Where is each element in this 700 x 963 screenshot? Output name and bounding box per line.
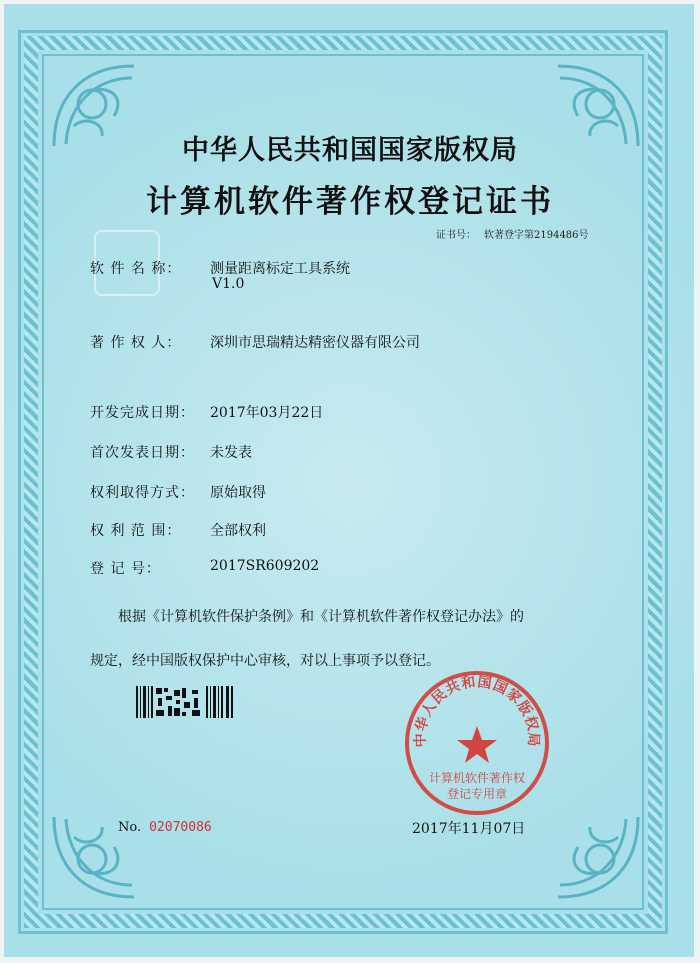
field-value: 2017年03月22日 xyxy=(210,405,324,421)
certificate-number-value: 软著登字第2194486号 xyxy=(484,230,589,241)
field-copyright-owner xyxy=(90,332,420,352)
field-completion-date xyxy=(90,402,323,422)
field-label: 软 件 名 称： xyxy=(90,261,182,277)
field-software-name xyxy=(90,258,350,278)
field-label: 权利取得方式： xyxy=(90,485,195,501)
issuer-title: 中华人民共和国国家版权局 xyxy=(182,135,518,166)
seal-ring-text: 中华人民共和国国家版权局 xyxy=(412,674,542,748)
serial-number xyxy=(118,820,212,835)
serial-number-label: No. xyxy=(118,820,142,835)
field-label: 首次发表日期： xyxy=(90,445,195,461)
field-acquisition-method xyxy=(90,482,266,502)
certificate-number xyxy=(436,226,597,241)
field-rights-scope xyxy=(90,520,266,540)
statement-line-2: 规定，经中国版权保护中心审核，对以上事项予以登记。 xyxy=(90,653,440,669)
certificate-number-label: 证书号： xyxy=(436,230,476,241)
field-label: 著 作 权 人： xyxy=(90,335,182,351)
field-registration-number xyxy=(90,558,319,578)
serial-number-value: 02070086 xyxy=(149,820,212,835)
seal-line-2: 登记专用章 xyxy=(446,787,508,801)
field-value: 深圳市思瑞精达精密仪器有限公司 xyxy=(210,335,420,351)
official-seal xyxy=(402,668,552,818)
field-value: 原始取得 xyxy=(210,485,266,501)
software-version: V1.0 xyxy=(212,276,245,292)
statement-line-1: 根据《计算机软件保护条例》和《计算机软件著作权登记办法》的 xyxy=(118,609,524,625)
field-value: 未发表 xyxy=(210,445,252,461)
field-value: 全部权利 xyxy=(210,523,266,539)
field-label: 开发完成日期： xyxy=(90,405,195,421)
field-label: 登 记 号： xyxy=(90,561,161,577)
field-value: 测量距离标定工具系统 xyxy=(210,261,350,277)
field-first-publication-date xyxy=(90,442,252,462)
issue-date: 2017年11月07日 xyxy=(412,821,526,837)
corner-ornament-bottom-right xyxy=(528,807,648,907)
certificate-title: 计算机软件著作权登记证书 xyxy=(146,184,554,220)
field-value: 2017SR609202 xyxy=(210,558,320,574)
field-label: 权 利 范 围： xyxy=(90,523,182,539)
barcode xyxy=(136,686,234,718)
seal-line-1: 计算机软件著作权 xyxy=(428,771,526,785)
